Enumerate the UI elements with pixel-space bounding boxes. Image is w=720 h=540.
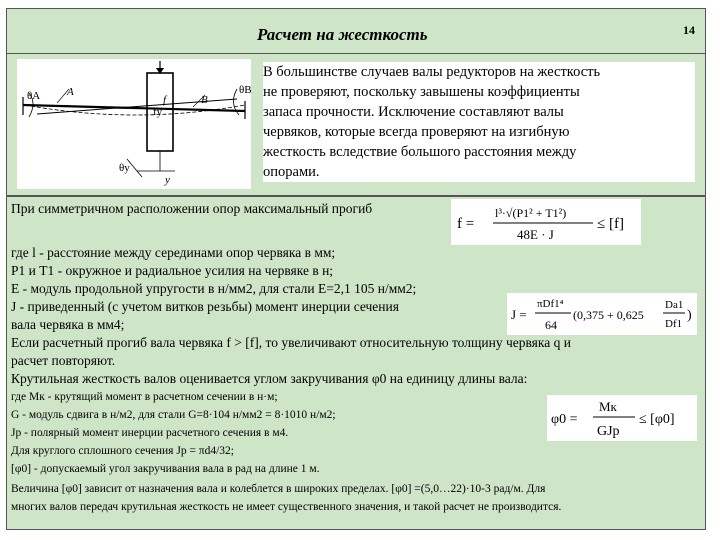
f2-denominator: 64 xyxy=(545,318,557,332)
body-line: многих валов передач крутильная жесткость не имеет существенного значения, и такой расчет не производится. xyxy=(11,501,562,513)
shaft-deflection-figure xyxy=(17,59,251,189)
intro-line: запаса прочности. Исключение составляют валы xyxy=(263,104,564,120)
body-line: Если расчетный прогиб вала червяка f > [f], то увеличивают относительную толщину червяка q и xyxy=(11,335,571,350)
inertia-formula-svg xyxy=(507,293,697,335)
deflection-formula xyxy=(451,199,641,245)
title-bar xyxy=(6,8,706,54)
body-line: При симметричном расположении опор максимальный прогиб xyxy=(11,201,373,216)
intro-line: опорами. xyxy=(263,164,320,180)
f2-ratio-num: Da1 xyxy=(665,299,684,311)
f3-numerator: Mк xyxy=(599,399,617,414)
body-line: J - приведенный (с учетом витков резьбы) момент инерции сечения xyxy=(11,299,399,314)
body-section xyxy=(6,196,706,530)
intro-line: жесткость вследствие большого расстояния между xyxy=(263,144,577,160)
intro-line: не проверяют, поскольку завышены коэффициенты xyxy=(263,84,580,100)
inertia-formula xyxy=(507,293,697,335)
intro-line: В большинстве случаев валы редукторов на жесткость xyxy=(263,64,601,80)
label-theta-b: θB xyxy=(239,84,251,96)
intro-line: червяков, которые всегда проверяют на изгибную xyxy=(263,124,570,140)
body-line: Величина [φ0] зависит от назначения вала и колеблется в широких пределах. [φ0] =(5,0…22)·10-3 рад/м. Для xyxy=(11,483,546,495)
body-line: [φ0] - допускаемый угол закручивания вала в рад на длине 1 м. xyxy=(11,463,320,475)
intro-paragraph xyxy=(263,62,695,182)
body-line: E - модуль продольной упругости в н/мм2, для стали E=2,1 105 н/мм2; xyxy=(11,281,417,296)
intro-section xyxy=(6,54,706,196)
label-f: f xyxy=(163,94,167,106)
shaft-diagram xyxy=(17,59,251,189)
deflection-formula-svg xyxy=(451,199,641,245)
f2-close: ) xyxy=(687,308,692,323)
label-theta-y: θy xyxy=(119,162,130,174)
body-line: где Мк - крутящий момент в расчетном сечении в н·м; xyxy=(11,391,278,403)
body-line: P1 и T1 - окружное и радиальное усилия на червяке в н; xyxy=(11,263,334,278)
body-line: вала червяка в мм4; xyxy=(11,317,125,332)
f3-rhs: ≤ [φ0] xyxy=(639,412,675,427)
f3-lhs: φ0 = xyxy=(551,412,578,427)
body-line: Jp - полярный момент инерции расчетного сечения в м4. xyxy=(11,427,289,439)
f2-lhs: J = xyxy=(511,307,527,322)
body-line: где l - расстояние между серединами опор червяка в мм; xyxy=(11,245,336,260)
f1-numerator: l³·√(P1² + T1²) xyxy=(495,206,567,220)
f2-numerator: πDf1⁴ xyxy=(537,298,564,310)
twist-formula xyxy=(547,395,697,441)
twist-formula-svg xyxy=(547,395,697,441)
f2-ratio-den: Df1 xyxy=(665,318,683,330)
label-fy: fy xyxy=(153,106,163,118)
page-title: Расчет на жесткость xyxy=(257,25,428,44)
body-line: расчет повторяют. xyxy=(11,353,116,368)
f3-denominator: GJp xyxy=(597,424,620,439)
body-line: G - модуль сдвига в н/м2, для стали G=8·104 н/мм2 = 8·1010 н/м2; xyxy=(11,409,336,421)
f1-rhs: ≤ [f] xyxy=(597,216,624,232)
f1-lhs: f = xyxy=(457,216,475,232)
label-theta-a: θA xyxy=(27,90,41,102)
label-y: y xyxy=(165,174,170,186)
f2-paren: (0,375 + 0,625 xyxy=(573,308,644,322)
f1-denominator: 48E · J xyxy=(517,227,554,242)
page-number: 14 xyxy=(683,23,695,37)
body-line: Крутильная жесткость валов оценивается углом закручивания φ0 на единицу длины вала: xyxy=(11,371,528,386)
body-line: Для круглого сплошного сечения Jp = πd4/32; xyxy=(11,445,235,457)
label-a: А xyxy=(67,86,74,98)
label-b: В xyxy=(201,94,208,106)
